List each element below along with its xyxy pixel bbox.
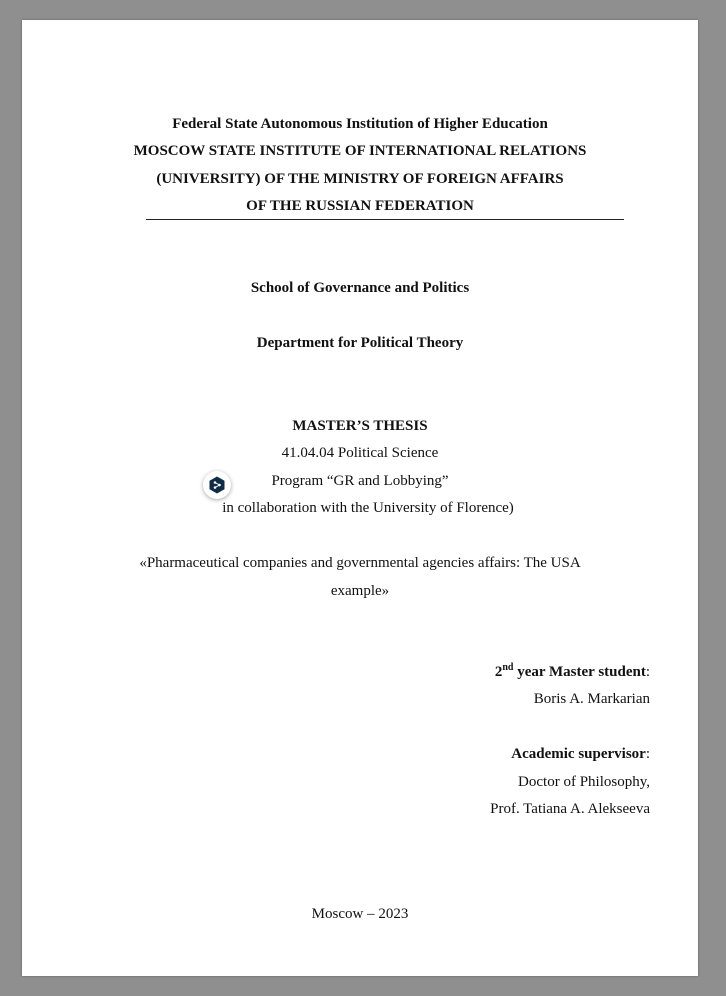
supervisor-name: Prof. Tatiana A. Alekseeva	[490, 801, 650, 817]
student-role	[495, 662, 650, 682]
program-code: 41.04.04 Political Science	[281, 445, 439, 461]
student-year: 2	[494, 664, 503, 680]
institution-line-1: Federal State Autonomous Institution of Higher Education	[172, 116, 548, 132]
supervisor-degree: Doctor of Philosophy,	[518, 774, 650, 790]
student-role-colon: :	[645, 664, 650, 680]
student-year-suffix: nd	[502, 662, 514, 673]
institution-line-2: MOSCOW STATE INSTITUTE OF INTERNATIONAL RELATIONS	[133, 143, 587, 159]
thesis-title-line-1: «Pharmaceutical companies and governmental agencies affairs: The USA	[139, 555, 581, 571]
deepl-translate-icon	[207, 475, 227, 495]
student-name: Boris A. Markarian	[533, 691, 650, 707]
thesis-title-line-2: example»	[330, 583, 390, 599]
institution-line-3: (UNIVERSITY) OF THE MINISTRY OF FOREIGN AFFAIRS	[156, 171, 564, 187]
supervisor-role-colon: :	[645, 746, 650, 762]
place-and-year: Moscow – 2023	[311, 906, 409, 922]
collaboration-note: in collaboration with the University of Florence)	[222, 500, 514, 516]
program-name: Program “GR and Lobbying”	[271, 473, 449, 489]
header-divider	[146, 219, 624, 220]
institution-line-4: OF THE RUSSIAN FEDERATION	[246, 198, 474, 214]
department-name: Department for Political Theory	[256, 335, 464, 351]
deepl-translate-button[interactable]	[203, 471, 231, 499]
school-name: School of Governance and Politics	[250, 280, 470, 296]
document-page	[22, 20, 698, 976]
thesis-type: MASTER’S THESIS	[292, 418, 428, 434]
student-role-label: year Master student	[513, 664, 646, 680]
supervisor-role-label: Academic supervisor	[511, 746, 646, 762]
supervisor-role	[511, 744, 650, 764]
